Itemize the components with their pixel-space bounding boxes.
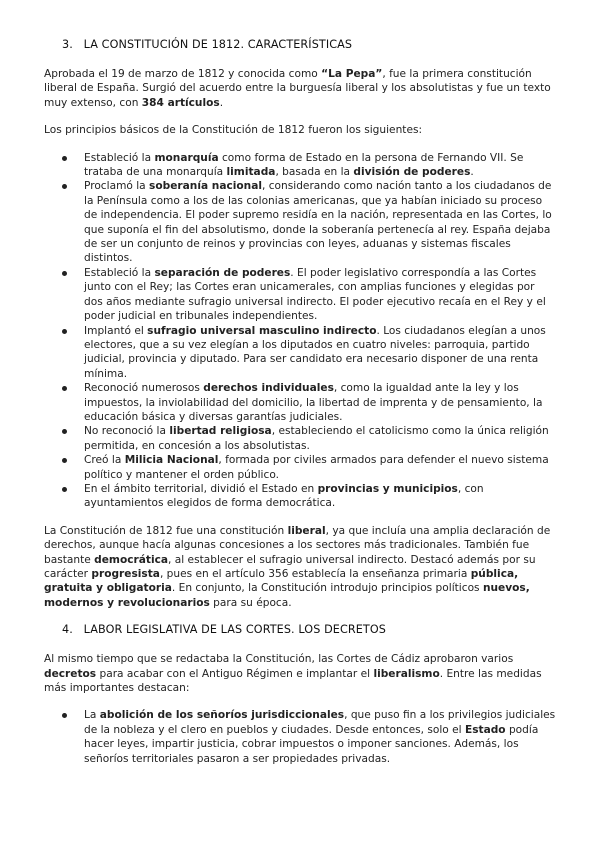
section-3-conclusion-bold-term: nuevos, modernos y revolucionarios [44, 582, 530, 609]
principle-item-text: Implantó el [84, 324, 148, 337]
section-4-intro [44, 652, 556, 695]
principle-item-bold-term: limitada [226, 166, 276, 179]
section-3-conclusion [44, 524, 556, 610]
principle-item-text: Proclamó la [84, 180, 150, 193]
principle-item-text: Estableció la [84, 151, 155, 164]
principle-item-text: , estableciendo el catolicismo como la única religión permitida, en concesión a los absolutistas. [84, 425, 549, 452]
principle-item [44, 266, 556, 324]
principle-item-text: , como la igualdad ante la ley y los impuestos, la inviolabilidad del domicilio, la libertad de imprenta y de pensamiento, la educación básica y diversas garantías judiciales. [84, 382, 543, 423]
principle-item-text: , con ayuntamientos elegidos de forma democrática. [84, 482, 484, 510]
section-3-conclusion-text: . En conjunto, la Constitución introdujo principios políticos [171, 582, 483, 595]
principle-item-bold-term: derechos individuales [203, 382, 334, 395]
principle-item-bold-term: libertad religiosa [169, 425, 272, 438]
principle-item [44, 424, 556, 453]
principle-item-bold-term: sufragio universal masculino indirecto [147, 324, 377, 337]
decree-item-text: La [84, 709, 100, 722]
principle-item-text: como forma de Estado en la persona de Fernando VII. Se trataba de una monarquía [84, 151, 524, 179]
principles-intro-text: Los principios básicos de la Constitución de 1812 fueron los siguientes: [44, 124, 423, 137]
principle-item-text: . El poder legislativo correspondía a las Cortes junto con el Rey; las Cortes eran unicamerales, con amplias funciones y elegidas por dos años mediante sufragio universal indirecto. El poder ejecutivo recaía en el Rey y el poder judicial en tribunales independientes. [84, 266, 546, 323]
section-3-conclusion-text: , pues en el artículo 356 establecía la enseñanza primaria [159, 568, 471, 580]
section-3-intro-bold-term: 384 artículos [141, 96, 220, 109]
decrees-list [44, 708, 556, 766]
section-3-conclusion-text: para su época. [209, 596, 292, 609]
principles-intro [44, 123, 556, 137]
section-3-heading [62, 38, 556, 51]
section-3-conclusion-bold-term: progresista [91, 568, 160, 580]
decree-item [44, 708, 556, 766]
principle-item-text: Reconoció numerosos [84, 382, 204, 395]
section-3-conclusion-bold-term: pública, gratuita y obligatoria [44, 568, 519, 595]
principle-item-bold-term: provincias y municipios [317, 482, 458, 495]
principle-item-text: . Los ciudadanos elegían a unos electores, que a su vez elegían a los diputados en cuatro niveles: parroquia, partido judicial, provincia y diputado. Para ser candidato era necesario disponer de una renta mínima. [84, 324, 546, 380]
principle-item-text: , formada por civiles armados para defender el nuevo sistema político y mantener el orden público. [84, 454, 549, 481]
principle-item-text: , basada en la [275, 166, 354, 179]
principle-item [44, 151, 556, 180]
principle-item [44, 324, 556, 382]
decree-item-bold-term: abolición de los señoríos jurisdiccionales [99, 709, 345, 722]
section-3-conclusion-bold-term: democrática [94, 553, 169, 566]
principle-item-bold-term: separación de poderes [154, 266, 291, 279]
decree-item-bold-term: Estado [464, 723, 506, 736]
principle-item [44, 482, 556, 511]
decree-item-text: podía hacer leyes, impartir justicia, cobrar impuestos o imponer sanciones. Además, los señoríos territoriales pasaron a ser propiedades privadas. [84, 723, 539, 765]
section-4-title: LABOR LEGISLATIVA DE LAS CORTES. LOS DECRETOS [83, 623, 386, 637]
principle-item-bold-term: división de poderes [353, 166, 471, 179]
principle-item [44, 179, 556, 265]
principle-item-text: , considerando como nación tanto a los ciudadanos de la Península como a los de las colonias americanas, que ya habían iniciado su proceso de independencia. El poder supremo residía en la nación, representada en las Cortes, lo que suponía el fin del absolutismo, donde la soberanía pertenecía al rey. España dejaba de ser un conjunto de reinos y provincias con leyes, aduanas y sistemas fiscales distintos. [84, 180, 552, 265]
section-3-intro [44, 67, 556, 110]
section-4-number: 4. [62, 623, 73, 637]
section-3-intro-text: , fue la primera constitución liberal de España. Surgió del acuerdo entre la burguesía liberal y los absolutistas y fue un texto muy extenso, con [44, 68, 551, 109]
principle-item-text: Creó la [84, 454, 125, 467]
decree-item-text: , que puso fin a los privilegios judiciales de la nobleza y el clero en pueblos y ciudades. Desde entonces, solo el [84, 709, 556, 736]
section-4-intro-text: Al mismo tiempo que se redactaba la Constitución, las Cortes de Cádiz aprobaron varios [44, 653, 514, 666]
document-page [44, 38, 556, 779]
principle-item-text: . [470, 166, 474, 179]
section-3-intro-text: . [219, 96, 224, 109]
principle-item-text: Estableció la [84, 266, 155, 279]
section-3-conclusion-text: La Constitución de 1812 fue una constitución [44, 524, 288, 537]
section-4-intro-bold-term: liberalismo [373, 667, 440, 680]
section-4-heading [62, 623, 556, 636]
section-3-intro-text: Aprobada el 19 de marzo de 1812 y conocida como [44, 68, 322, 80]
principle-item-bold-term: soberanía nacional [149, 180, 262, 193]
section-4-intro-text: . Entre las medidas más importantes destacan: [44, 667, 542, 695]
principle-item-bold-term: Milicia Nacional [124, 454, 219, 467]
section-4-intro-text: para acabar con el Antiguo Régimen e implantar el [96, 667, 374, 680]
principle-item-text: No reconoció la [84, 425, 170, 438]
section-3-conclusion-text: , al establecer el sufragio universal indirecto. Destacó además por su carácter [44, 553, 536, 580]
principle-item-text: En el ámbito territorial, dividió el Estado en [84, 482, 318, 495]
section-3-conclusion-bold-term: liberal [287, 524, 326, 537]
principle-item-bold-term: monarquía [154, 151, 219, 164]
principles-list [44, 151, 556, 511]
principle-item [44, 453, 556, 482]
section-3-intro-bold-term: “La Pepa” [321, 68, 383, 80]
principle-item [44, 381, 556, 424]
section-4-intro-bold-term: decretos [44, 667, 97, 680]
section-3-number: 3. [62, 38, 73, 51]
section-3-title: LA CONSTITUCIÓN DE 1812. CARACTERÍSTICAS [83, 38, 353, 51]
section-3-conclusion-text: , ya que incluía una amplia declaración de derechos, aunque hacía algunas concesiones a los sectores más tradicionales. También fue bastante [44, 524, 551, 566]
